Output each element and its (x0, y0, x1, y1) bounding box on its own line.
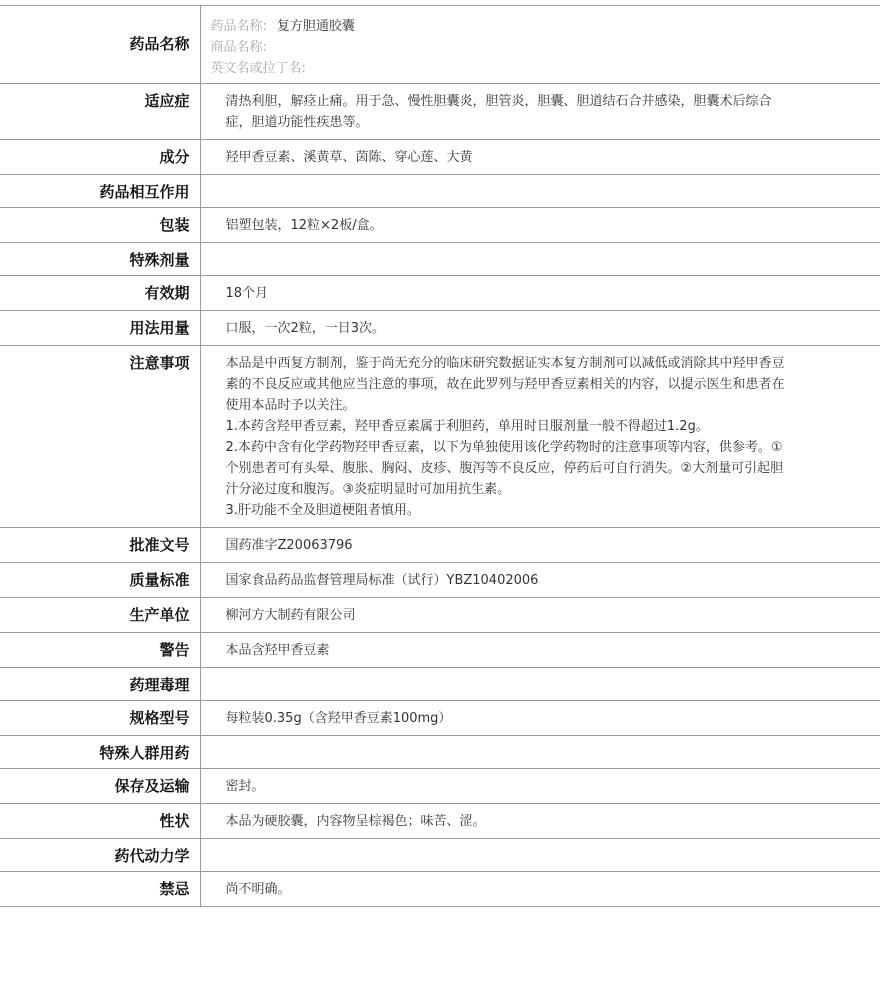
table-row-special-populations (0, 736, 880, 769)
row-label: 有效期 (0, 276, 200, 311)
row-label: 质量标准 (0, 563, 200, 598)
row-value: 国药准字Z20063796 (200, 528, 880, 563)
table-row-approval-number (0, 528, 880, 563)
row-value (200, 175, 880, 208)
row-value: 密封。 (200, 769, 880, 804)
table-row-special-dosage (0, 243, 880, 276)
row-value (200, 243, 880, 276)
row-value: 柳河方大制药有限公司 (200, 598, 880, 633)
table-row-contraindications (0, 872, 880, 907)
table-row-manufacturer (0, 598, 880, 633)
drug-name-key: 药品名称: (210, 19, 267, 34)
row-value: 国家食品药品监督管理局标准（试行）YBZ10402006 (200, 563, 880, 598)
row-label: 药理毒理 (0, 668, 200, 701)
english-name-line (211, 58, 880, 79)
row-label: 规格型号 (0, 701, 200, 736)
english-name-key: 英文名或拉丁名: (210, 61, 306, 76)
row-value: 本品含羟甲香豆素 (200, 633, 880, 668)
row-value: 尚不明确。 (200, 872, 880, 907)
row-value (200, 346, 880, 528)
row-value: 羟甲香豆素、溪黄草、茵陈、穿心莲、大黄 (200, 140, 880, 175)
table-row-ingredients (0, 140, 880, 175)
table-row-interactions (0, 175, 880, 208)
drug-name-line (211, 16, 880, 37)
row-label: 注意事项 (0, 346, 200, 528)
table-row-indications (0, 84, 880, 140)
trade-name-key: 商品名称: (210, 40, 267, 55)
table-row-precautions (0, 346, 880, 528)
row-value: 本品为硬胶囊，内容物呈棕褐色；味苦、涩。 (200, 804, 880, 839)
drug-spec-table (0, 5, 880, 907)
row-label: 禁忌 (0, 872, 200, 907)
row-label: 包装 (0, 208, 200, 243)
row-label: 性状 (0, 804, 200, 839)
table-row-warning (0, 633, 880, 668)
table-row-quality-standard (0, 563, 880, 598)
precaution-paragraph: 2.本药中含有化学药物羟甲香豆素，以下为单独使用该化学药物时的注意事项等内容，供参考。①个别患者可有头晕、腹胀、胸闷、皮疹、腹泻等不良反应，停药后可自行消失。②大剂量可引起胆汁分泌过度和腹泻。③炎症明显时可加用抗生素。 (225, 440, 784, 497)
row-label: 保存及运输 (0, 769, 200, 804)
row-label: 批准文号 (0, 528, 200, 563)
row-label: 成分 (0, 140, 200, 175)
row-label: 警告 (0, 633, 200, 668)
row-label: 药代动力学 (0, 839, 200, 872)
table-row-shelf-life (0, 276, 880, 311)
table-row-specification (0, 701, 880, 736)
row-label: 特殊剂量 (0, 243, 200, 276)
row-value (200, 736, 880, 769)
row-value: 每粒装0.35g（含羟甲香豆素100mg） (200, 701, 880, 736)
row-value: 18个月 (200, 276, 880, 311)
row-label: 生产单位 (0, 598, 200, 633)
table-row-appearance (0, 804, 880, 839)
table-row-pharmacokinetics (0, 839, 880, 872)
row-label: 药品名称 (0, 6, 200, 84)
row-value: 口服，一次2粒，一日3次。 (200, 311, 880, 346)
table-row-packaging (0, 208, 880, 243)
row-label: 用法用量 (0, 311, 200, 346)
table-row-dosage (0, 311, 880, 346)
name-cell (200, 6, 880, 84)
table-row-storage (0, 769, 880, 804)
precaution-paragraph: 本品是中西复方制剂，鉴于尚无充分的临床研究数据证实本复方制剂可以减低或消除其中羟甲香豆素的不良反应或其他应当注意的事项，故在此罗列与羟甲香豆素相关的内容，以提示医生和患者在使用本品时予以关注。 (225, 356, 785, 413)
drug-name-value: 复方胆通胶囊 (276, 19, 355, 34)
precaution-paragraph: 3.肝功能不全及胆道梗阻者慎用。 (225, 503, 420, 518)
row-label: 适应症 (0, 84, 200, 140)
row-label: 药品相互作用 (0, 175, 200, 208)
table-row-pharmacology (0, 668, 880, 701)
trade-name-line (211, 37, 880, 58)
precaution-paragraph: 1.本药含羟甲香豆素，羟甲香豆素属于利胆药，单用时日服剂量一般不得超过1.2g。 (225, 419, 709, 434)
row-label: 特殊人群用药 (0, 736, 200, 769)
row-value (200, 839, 880, 872)
table-row-drug-name (0, 6, 880, 84)
row-value: 铝塑包装，12粒×2板/盒。 (200, 208, 880, 243)
row-value: 清热利胆，解痉止痛。用于急、慢性胆囊炎，胆管炎，胆囊、胆道结石合并感染，胆囊术后综合症，胆道功能性疾患等。 (200, 84, 880, 140)
row-value (200, 668, 880, 701)
